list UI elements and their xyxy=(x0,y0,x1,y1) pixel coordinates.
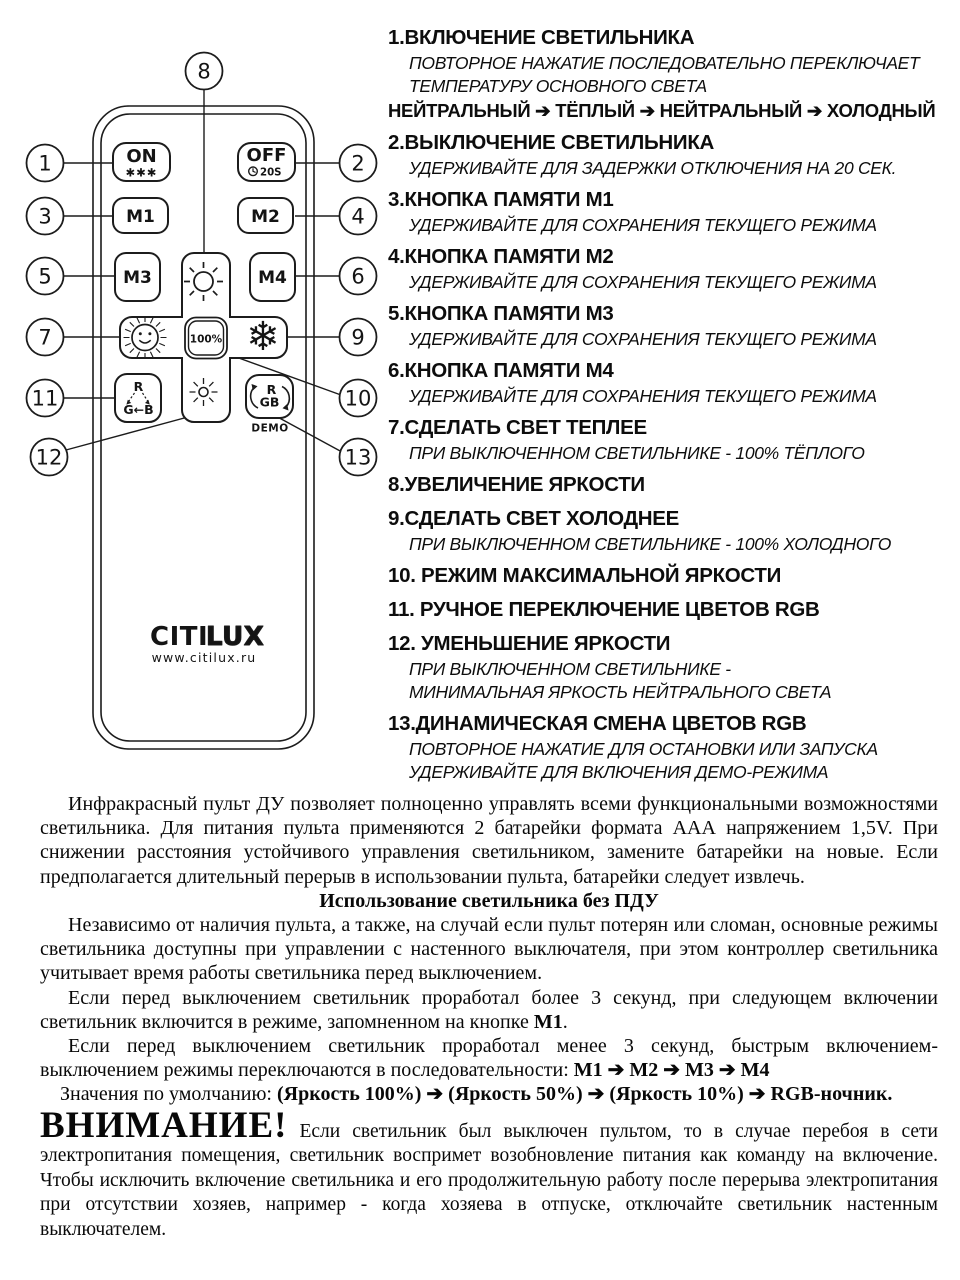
callout-3-number: 3 xyxy=(38,204,52,229)
callout-10 xyxy=(340,380,377,417)
off-button-label: OFF xyxy=(246,145,287,166)
brand-url: www.citilux.ru xyxy=(151,650,257,665)
callout-11-number: 11 xyxy=(31,386,59,411)
callout-7-number: 7 xyxy=(38,325,52,350)
function-item-13 xyxy=(388,710,960,784)
function-item-13-desc2: УДЕРЖИВАЙТЕ ДЛЯ ВКЛЮЧЕНИЯ ДЕМО-РЕЖИМА xyxy=(409,762,829,782)
paragraph-defaults xyxy=(40,1082,938,1106)
defaults-sequence: (Яркость 100%) ➔ (Яркость 50%) ➔ (Яркость 10%) ➔ RGB-ночник. xyxy=(277,1083,893,1106)
paragraph-attention xyxy=(40,1104,938,1243)
paragraph-more-3s xyxy=(40,986,938,1034)
callout-5 xyxy=(27,258,64,295)
function-item-1-desc2: ТЕМПЕРАТУРУ ОСНОВНОГО СВЕТА xyxy=(409,76,707,96)
function-item-11 xyxy=(388,596,960,624)
rgb-demo-gb-label: GB xyxy=(259,394,280,410)
rgb-demo-r-label: R xyxy=(266,382,277,397)
section-heading-no-remote: Использование светильника без ПДУ xyxy=(319,889,659,912)
callout-3 xyxy=(27,198,64,235)
callout-9-number: 9 xyxy=(351,325,365,350)
function-item-7-title: 7.СДЕЛАТЬ СВЕТ ТЕПЛЕЕ xyxy=(388,416,647,439)
function-item-9 xyxy=(388,505,960,556)
function-item-1-desc: ПОВТОРНОЕ НАЖАТИЕ ПОСЛЕДОВАТЕЛЬНО ПЕРЕКЛЮЧАЕТ xyxy=(409,53,920,73)
remote-illustration xyxy=(0,0,390,790)
function-item-4-title: 4.КНОПКА ПАМЯТИ М2 xyxy=(388,245,614,268)
function-item-3 xyxy=(388,186,960,237)
function-item-5-desc: УДЕРЖИВАЙТЕ ДЛЯ СОХРАНЕНИЯ ТЕКУЩЕГО РЕЖИМА xyxy=(409,329,877,349)
paragraph-less-3s xyxy=(40,1034,938,1082)
callout-6-number: 6 xyxy=(351,264,365,289)
function-item-7 xyxy=(388,414,960,465)
function-item-5 xyxy=(388,300,960,351)
callout-1-number: 1 xyxy=(38,151,52,176)
function-item-11-title: 11. РУЧНОЕ ПЕРЕКЛЮЧЕНИЕ ЦВЕТОВ RGB xyxy=(388,598,820,621)
paragraph-intro: Инфракрасный пульт ДУ позволяет полноценно управлять всеми функциональными возможностями светильника. Для питания пульта применяются 2 батарейки формата ААА напряжением 1,5V. При снижении расстояния устойчивого управления светильником, замените батарейки на новые. Если предполагается длительный перерыв в использовании пульта, батарейки следует извлечь. xyxy=(40,793,938,888)
cold-light-button[interactable] xyxy=(246,314,280,360)
function-item-9-desc: ПРИ ВЫКЛЮЧЕННОМ СВЕТИЛЬНИКЕ - 100% ХОЛОДНОГО xyxy=(409,534,892,554)
function-item-12-desc2: МИНИМАЛЬНАЯ ЯРКОСТЬ НЕЙТРАЛЬНОГО СВЕТА xyxy=(409,682,832,702)
m4-button[interactable] xyxy=(250,253,295,301)
function-item-9-title: 9.СДЕЛАТЬ СВЕТ ХОЛОДНЕЕ xyxy=(388,507,680,530)
attention-text: Если светильник был выключен пультом, то в случае перебоя в сети электропитания помещения, светильник воспримет возобновление питания как команду на включение. Чтобы исключить включение светильника и его продолжительную работу после перерыва электропитания при отсутствии хозяев, например - когда хозяева в отпуске, отключайте светильник настенным выключателем. xyxy=(40,1120,938,1240)
paragraph-more-3s-end: . xyxy=(562,1010,568,1033)
stars-icon: ✱✱✱ xyxy=(125,165,158,180)
rgb-manual-gb-label: G←B xyxy=(123,402,154,417)
logo-citi-text: CITI xyxy=(150,622,209,652)
function-item-6-title: 6.КНОПКА ПАМЯТИ М4 xyxy=(388,359,614,382)
function-list xyxy=(388,24,960,790)
callout-8-number: 8 xyxy=(197,59,211,84)
rgb-manual-button[interactable] xyxy=(115,374,161,422)
callout-4-number: 4 xyxy=(351,204,365,229)
rgb-manual-r-label: R xyxy=(133,379,144,394)
function-item-4-desc: УДЕРЖИВАЙТЕ ДЛЯ СОХРАНЕНИЯ ТЕКУЩЕГО РЕЖИМА xyxy=(409,272,877,292)
logo-lux-text: LUX xyxy=(206,622,265,652)
callout-4 xyxy=(340,198,377,235)
callout-13 xyxy=(340,439,377,476)
m3-button[interactable] xyxy=(115,253,160,301)
function-item-4 xyxy=(388,243,960,294)
off-timer-label: 20S xyxy=(260,167,282,179)
function-item-12 xyxy=(388,630,960,704)
mode-sequence: М1 ➔ М2 ➔ М3 ➔ М4 xyxy=(573,1059,770,1082)
m4-button-label: M4 xyxy=(258,268,287,288)
callout-8 xyxy=(186,53,223,90)
paragraph-no-remote: Независимо от наличия пульта, а также, на случай если пульт потерян или сломан, основные режимы светильника доступны при управлении с настенного выключателя, при этом контроллер светильника учитывает время работы светильника перед выключением. xyxy=(40,914,938,985)
function-item-1 xyxy=(388,24,960,123)
callout-13-number: 13 xyxy=(344,445,372,470)
citilux-logo xyxy=(150,622,264,665)
function-item-3-title: 3.КНОПКА ПАМЯТИ М1 xyxy=(388,188,614,211)
function-item-3-desc: УДЕРЖИВАЙТЕ ДЛЯ СОХРАНЕНИЯ ТЕКУЩЕГО РЕЖИМА xyxy=(409,215,877,235)
paragraph-less-3s-text: Если перед выключением светильник проработал менее 3 секунд, быстрым включением-выключением режимы переключаются в последовательности: xyxy=(40,1035,938,1082)
callout-1 xyxy=(27,145,64,182)
m3-button-label: M3 xyxy=(123,268,152,288)
function-item-13-title: 13.ДИНАМИЧЕСКАЯ СМЕНА ЦВЕТОВ RGB xyxy=(388,712,807,735)
callout-12 xyxy=(31,439,68,476)
callout-11 xyxy=(27,380,64,417)
callout-6 xyxy=(340,258,377,295)
function-item-6-desc: УДЕРЖИВАЙТЕ ДЛЯ СОХРАНЕНИЯ ТЕКУЩЕГО РЕЖИМА xyxy=(409,386,877,406)
manual-text xyxy=(40,792,938,1242)
callout-12-number: 12 xyxy=(35,445,63,470)
function-item-13-desc: ПОВТОРНОЕ НАЖАТИЕ ДЛЯ ОСТАНОВКИ ИЛИ ЗАПУСКА xyxy=(409,739,878,759)
demo-label: DEMO xyxy=(251,422,289,435)
attention-title: ВНИМАНИЕ! xyxy=(40,1104,288,1146)
callout-2-number: 2 xyxy=(351,151,365,176)
m1-button[interactable] xyxy=(113,198,168,233)
on-button-label: ON xyxy=(126,146,157,167)
off-button[interactable] xyxy=(238,143,295,181)
function-item-2 xyxy=(388,129,960,180)
rgb-demo-button[interactable] xyxy=(246,375,293,418)
m2-button[interactable] xyxy=(238,198,293,233)
function-item-5-title: 5.КНОПКА ПАМЯТИ М3 xyxy=(388,302,614,325)
paragraph-more-3s-text: Если перед выключением светильник проработал более 3 секунд, при следующем включении светильник включится в режиме, запомненном на кнопке xyxy=(40,986,938,1033)
function-item-10 xyxy=(388,562,960,590)
on-button[interactable] xyxy=(113,143,170,181)
function-item-1-sequence: НЕЙТРАЛЬНЫЙ ➔ ТЁПЛЫЙ ➔ НЕЙТРАЛЬНЫЙ ➔ ХОЛОДНЫЙ xyxy=(388,100,936,121)
callout-5-number: 5 xyxy=(38,264,52,289)
function-item-10-title: 10. РЕЖИМ МАКСИМАЛЬНОЙ ЯРКОСТИ xyxy=(388,564,782,587)
function-item-7-desc: ПРИ ВЫКЛЮЧЕННОМ СВЕТИЛЬНИКЕ - 100% ТЁПЛОГО xyxy=(409,443,865,463)
callout-10-number: 10 xyxy=(344,386,372,411)
m2-button-label: M2 xyxy=(251,207,280,227)
function-item-12-desc: ПРИ ВЫКЛЮЧЕННОМ СВЕТИЛЬНИКЕ - xyxy=(409,659,731,679)
function-item-2-title: 2.ВЫКЛЮЧЕНИЕ СВЕТИЛЬНИКА xyxy=(388,131,715,154)
function-item-12-title: 12. УМЕНЬШЕНИЕ ЯРКОСТИ xyxy=(388,632,671,655)
function-item-8 xyxy=(388,471,960,499)
callout-7 xyxy=(27,319,64,356)
function-item-6 xyxy=(388,357,960,408)
callout-9 xyxy=(340,319,377,356)
function-item-8-title: 8.УВЕЛИЧЕНИЕ ЯРКОСТИ xyxy=(388,473,645,496)
max-brightness-label: 100% xyxy=(189,333,223,346)
m1-reference: М1 xyxy=(533,1010,563,1033)
function-item-1-title: 1.ВКЛЮЧЕНИЕ СВЕТИЛЬНИКА xyxy=(388,26,695,49)
snowflake-icon: ❄ xyxy=(246,314,280,360)
callout-2 xyxy=(340,145,377,182)
m1-button-label: M1 xyxy=(126,207,155,227)
function-item-2-desc: УДЕРЖИВАЙТЕ ДЛЯ ЗАДЕРЖКИ ОТКЛЮЧЕНИЯ НА 20 СЕК. xyxy=(409,158,897,178)
defaults-label: Значения по умолчанию: xyxy=(60,1083,277,1106)
